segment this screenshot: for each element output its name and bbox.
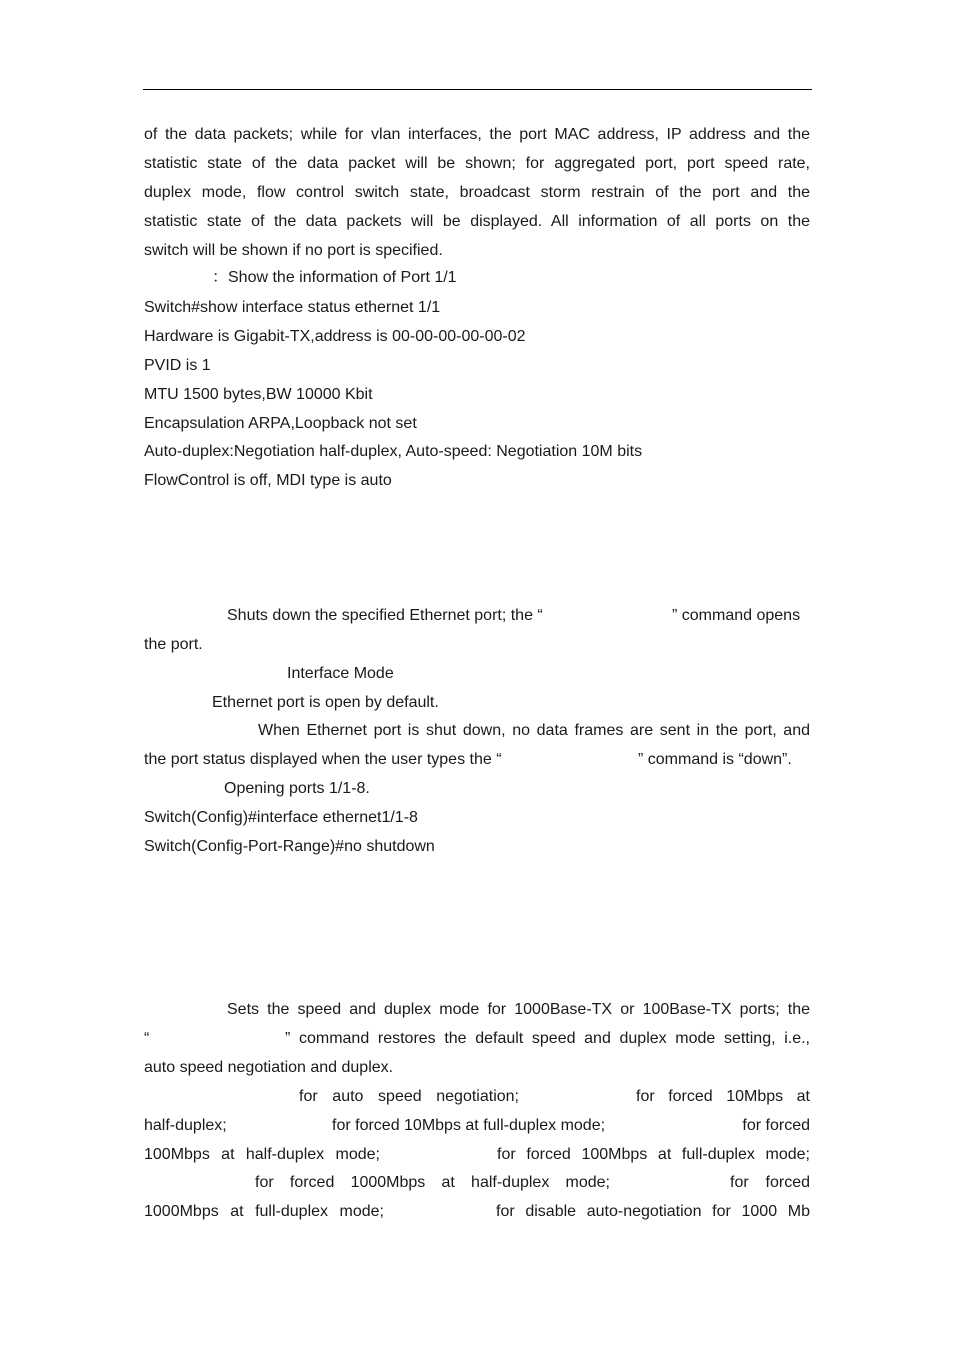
parameter-text: half-duplex; (144, 1117, 227, 1134)
parameter-text: for disable auto-negotiation for 1000 Mb (496, 1203, 810, 1220)
para-line: of the data packets; while for vlan interfaces, the port MAC address, IP address and the (144, 126, 810, 143)
function-text: ” command opens (672, 607, 801, 624)
usage-guide: the port status displayed when the user types the “ (144, 751, 502, 768)
parameter-text: for forced 100Mbps at full-duplex mode; (497, 1146, 810, 1163)
para-line: duplex mode, flow control switch state, broadcast storm restrain of the port and the (144, 184, 810, 201)
parameter-text: for forced 10Mbps at full-duplex mode; (332, 1117, 606, 1134)
code-line: PVID is 1 (144, 357, 211, 374)
function-text: “ (144, 1030, 150, 1047)
parameter-text: 100Mbps at half-duplex mode; (144, 1146, 380, 1163)
code-line: MTU 1500 bytes,BW 10000 Kbit (144, 386, 373, 403)
para-line: switch will be shown if no port is specified. (144, 242, 443, 259)
function-text: auto speed negotiation and duplex. (144, 1059, 394, 1076)
code-line: Encapsulation ARPA,Loopback not set (144, 415, 417, 432)
code-line: Switch#show interface status ethernet 1/1 (144, 299, 441, 316)
usage-guide: When Ethernet port is shut down, no data frames are sent in the port, and (258, 722, 810, 739)
example-label: Opening ports 1/1-8. (224, 780, 370, 797)
function-text: Shuts down the specified Ethernet port; the “ (227, 607, 543, 624)
parameter-text: for forced (742, 1117, 810, 1134)
code-line: Hardware is Gigabit-TX,address is 00-00-00-00-00-02 (144, 328, 526, 345)
parameter-text: for forced 10Mbps at (636, 1088, 810, 1105)
code-line: Auto-duplex:Negotiation half-duplex, Auto-speed: Negotiation 10M bits (144, 443, 643, 460)
example-label: ：Show the information of Port 1/1 (212, 269, 457, 286)
code-line: Switch(Config-Port-Range)#no shutdown (144, 838, 435, 855)
usage-guide: ” command is “down”. (638, 751, 792, 768)
parameter-text: for forced 1000Mbps at half-duplex mode; (255, 1174, 610, 1191)
parameter-text: for forced (730, 1174, 810, 1191)
code-line: Switch(Config)#interface ethernet1/1-8 (144, 809, 418, 826)
parameter-text: 1000Mbps at full-duplex mode; (144, 1203, 384, 1220)
function-text: ” command restores the default speed and duplex mode setting, i.e., (285, 1030, 810, 1047)
para-line: statistic state of the data packet will be shown; for aggregated port, port speed rate, (144, 155, 810, 172)
para-line: statistic state of the data packets will be displayed. All information of all ports on the (144, 213, 810, 230)
default-text: Ethernet port is open by default. (212, 694, 439, 711)
code-line: FlowControl is off, MDI type is auto (144, 472, 392, 489)
header-rule (143, 89, 812, 90)
parameter-text: for auto speed negotiation; (299, 1088, 519, 1105)
function-text: Sets the speed and duplex mode for 1000Base-TX or 100Base-TX ports; the (227, 1001, 810, 1018)
function-text: the port. (144, 636, 203, 653)
command-mode: Interface Mode (287, 665, 394, 682)
